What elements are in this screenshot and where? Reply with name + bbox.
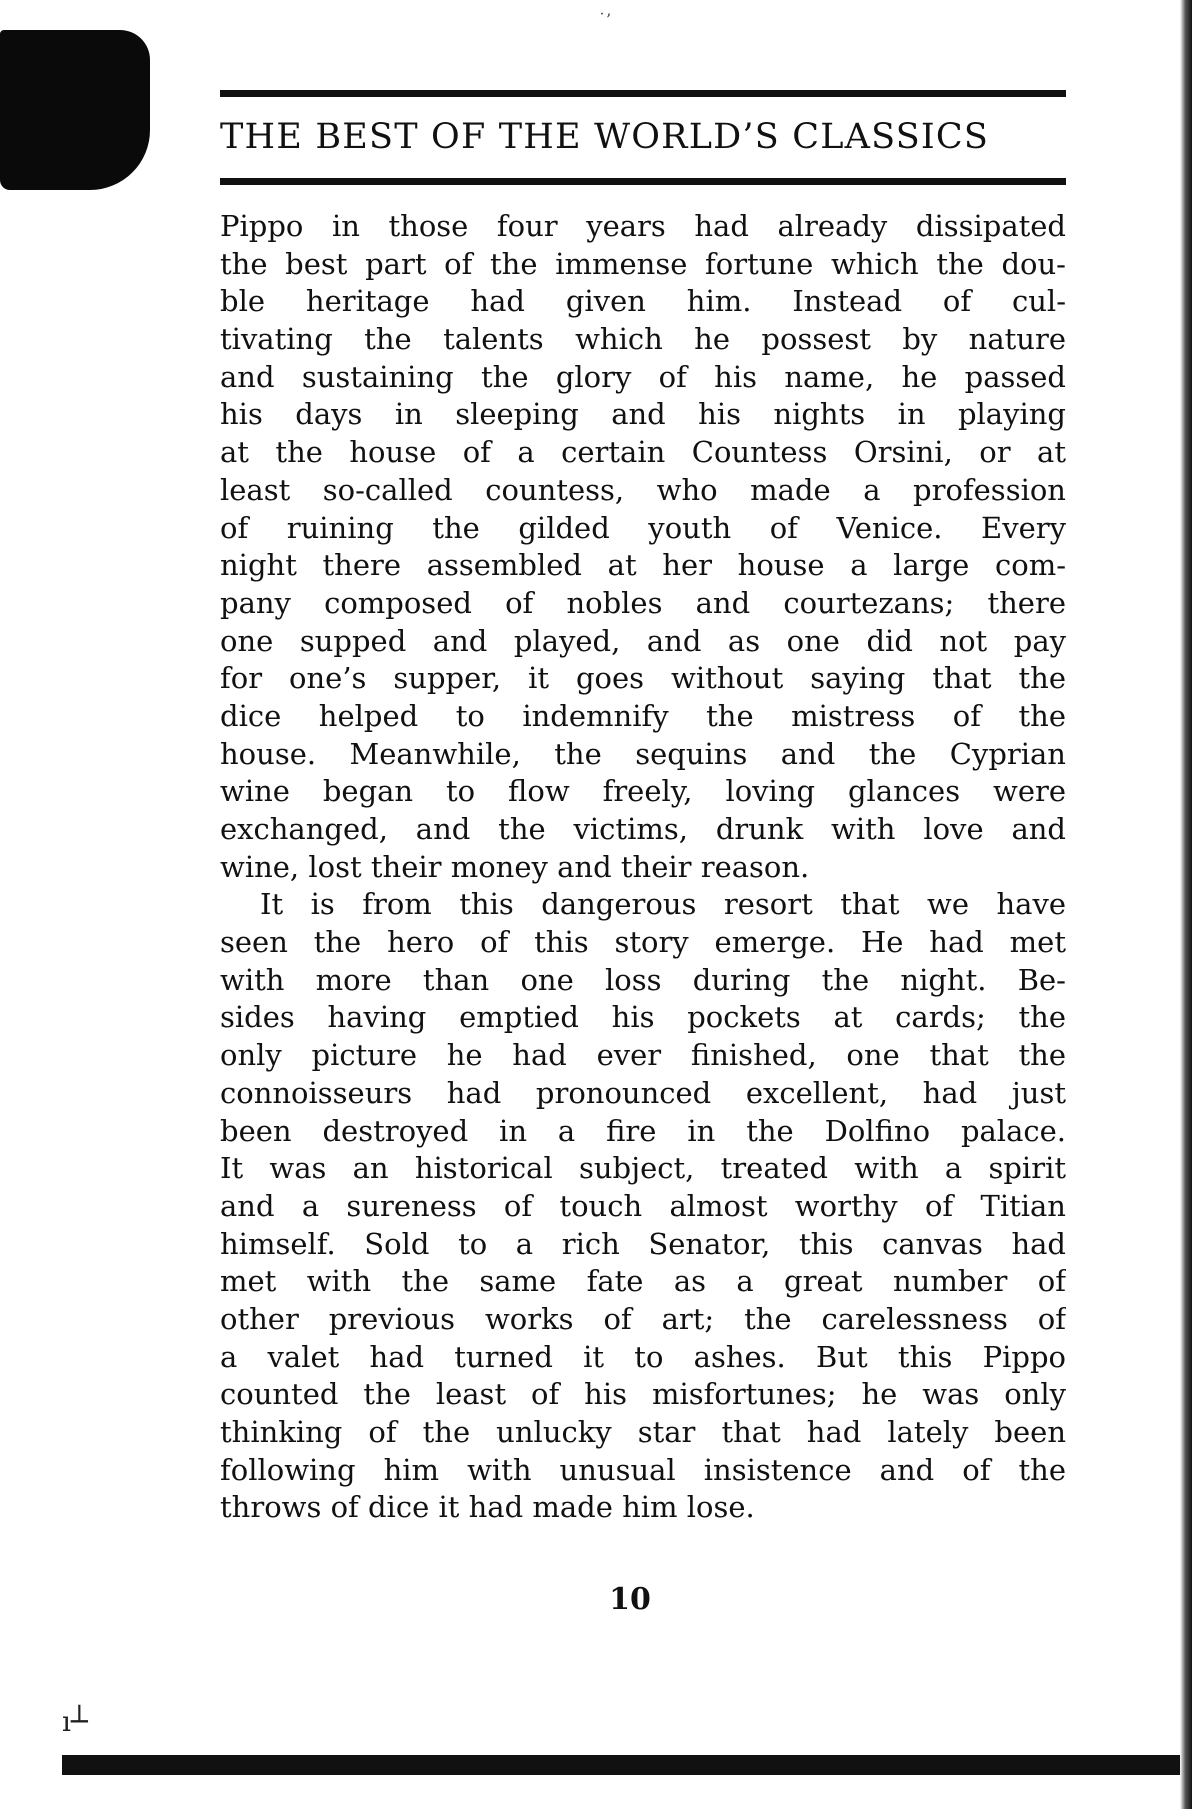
page-number: 10 [609, 1582, 651, 1617]
header-rule-top [220, 90, 1066, 97]
text-line: It was an historical subject, treated with a spirit [220, 1151, 1066, 1186]
paragraph-2 [220, 886, 1066, 1527]
scan-right-edge [1180, 0, 1192, 1809]
text-line: the best part of the immense fortune which the dou- [220, 246, 1066, 281]
text-line: least so-called countess, who made a profession [220, 472, 1066, 507]
text-line: Pippo in those four years had already dissipated [220, 209, 1066, 243]
text-line: one supped and played, and as one did not pay [220, 623, 1066, 658]
text-line: dice helped to indemnify the mistress of the [220, 698, 1066, 733]
text-line: thinking of the unlucky star that had lately been [220, 1415, 1066, 1449]
scan-corner-mark: ı┴ [62, 1705, 88, 1738]
text-line: for one’s supper, it goes without saying that the [220, 661, 1066, 696]
text-line: connoisseurs had pronounced excellent, had just [220, 1075, 1066, 1110]
text-line: only picture he had ever finished, one that the [220, 1038, 1066, 1073]
text-line: and sustaining the glory of his name, he passed [220, 359, 1066, 394]
body-text [220, 208, 1066, 1527]
header-rule-bottom [220, 178, 1066, 185]
scan-speck: ˙’ [598, 10, 612, 29]
text-line: met with the same fate as a great number of [220, 1264, 1066, 1299]
text-line: house. Meanwhile, the sequins and the Cyprian [220, 736, 1066, 771]
text-line: tivating the talents which he possest by nature [220, 322, 1066, 357]
scan-blot [0, 30, 150, 190]
text-line: with more than one loss during the night. Be- [220, 962, 1066, 997]
running-title: THE BEST OF THE WORLD’S CLASSICS [220, 117, 990, 157]
text-line: ble heritage had given him. Instead of cul- [220, 284, 1066, 319]
text-line: a valet had turned it to ashes. But this Pippo [220, 1339, 1066, 1374]
text-line: been destroyed in a fire in the Dolfino palace. [220, 1113, 1066, 1148]
text-line: of ruining the gilded youth of Venice. Every [220, 510, 1066, 545]
text-line: exchanged, and the victims, drunk with love and [220, 812, 1066, 846]
text-line: counted the least of his misfortunes; he was only [220, 1377, 1066, 1412]
text-line: night there assembled at her house a large com- [220, 548, 1066, 583]
paragraph-1 [220, 208, 1066, 886]
text-line: seen the hero of this story emerge. He had met [220, 925, 1066, 960]
text-line: It is from this dangerous resort that we have [260, 887, 1066, 922]
text-line: wine began to flow freely, loving glances were [220, 774, 1066, 809]
text-line: wine, lost their money and their reason. [220, 849, 810, 884]
text-line: following him with unusual insistence and of the [220, 1452, 1066, 1487]
text-line: at the house of a certain Countess Orsini, or at [220, 435, 1066, 470]
text-line: throws of dice it had made him lose. [220, 1490, 755, 1525]
text-line: and a sureness of touch almost worthy of Titian [220, 1188, 1066, 1223]
text-line: other previous works of art; the carelessness of [220, 1301, 1066, 1336]
scan-bottom-bar [62, 1755, 1180, 1775]
text-line: sides having emptied his pockets at cards; the [220, 1000, 1066, 1035]
text-line: himself. Sold to a rich Senator, this canvas had [220, 1226, 1066, 1261]
text-line: pany composed of nobles and courtezans; there [220, 585, 1066, 620]
text-line: his days in sleeping and his nights in playing [220, 397, 1066, 432]
